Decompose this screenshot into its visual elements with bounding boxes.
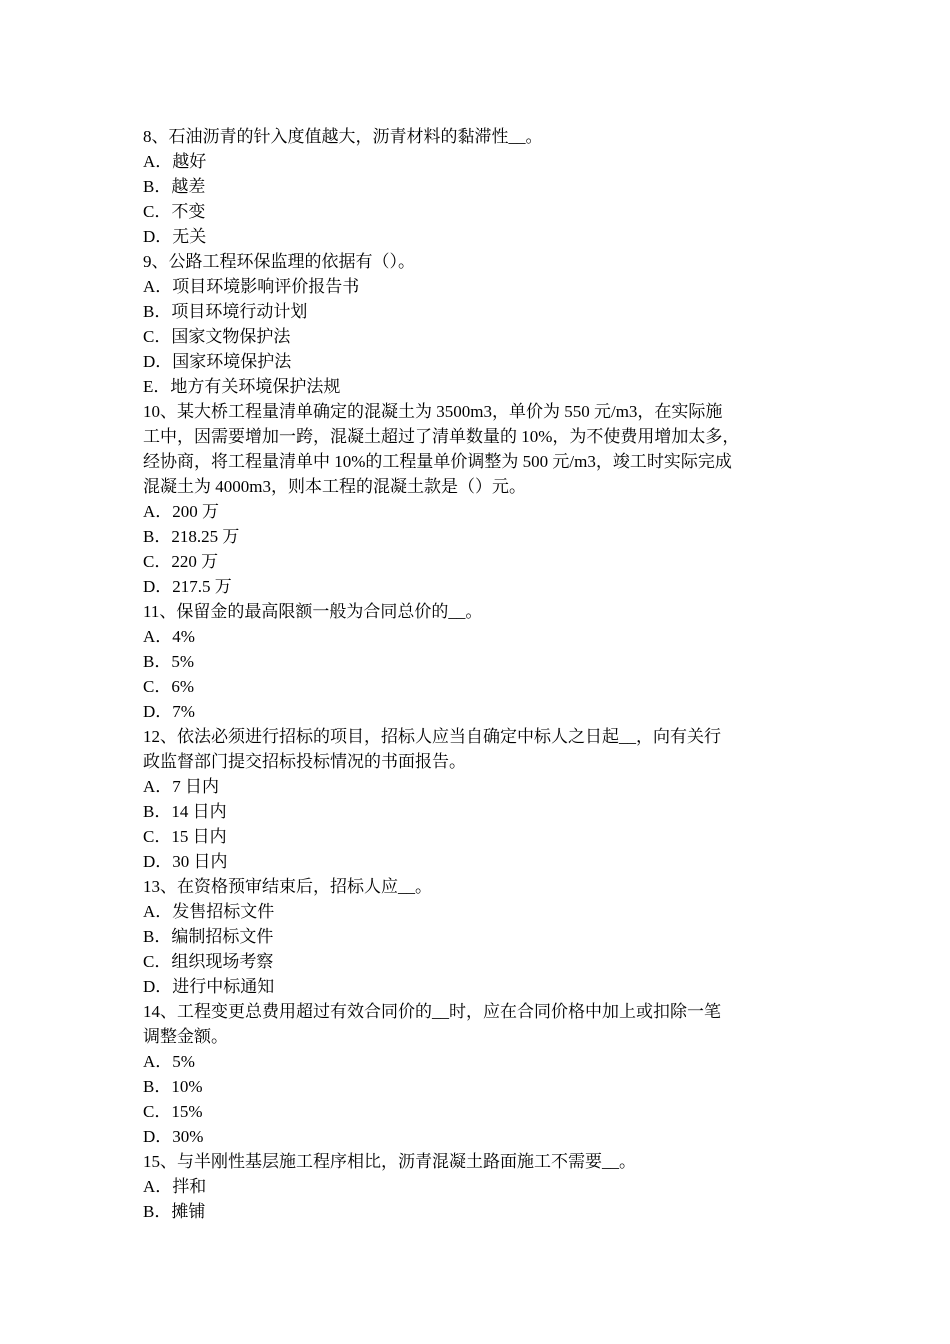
question-10-stem-line-1: 10、某大桥工程量清单确定的混凝土为 3500m3，单价为 550 元/m3，在实际施 [143, 402, 723, 421]
question-14-option-c: C．15% [143, 1102, 203, 1121]
question-12-stem-line-2: 政监督部门提交招标投标情况的书面报告。 [143, 752, 466, 771]
question-8-stem: 8、石油沥青的针入度值越大，沥青材料的黏滞性__。 [143, 127, 543, 146]
question-12-option-c: C．15 日内 [143, 827, 227, 846]
question-14-stem-line-1: 14、工程变更总费用超过有效合同价的__时，应在合同价格中加上或扣除一笔 [143, 1002, 721, 1021]
question-11-stem: 11、保留金的最高限额一般为合同总价的__。 [143, 602, 483, 621]
question-11-option-d: D．7% [143, 702, 195, 721]
question-15-option-b: B．摊铺 [143, 1202, 206, 1221]
question-text-body [143, 124, 823, 1224]
question-14-option-b: B．10% [143, 1077, 203, 1096]
question-12-option-a: A．7 日内 [143, 777, 220, 796]
question-10-stem-line-3: 经协商，将工程量清单中 10%的工程量单价调整为 500 元/m3，竣工时实际完成 [143, 452, 732, 471]
question-13-option-d: D．进行中标通知 [143, 977, 275, 996]
question-10-option-b: B．218.25 万 [143, 527, 240, 546]
question-9-stem: 9、公路工程环保监理的依据有（）。 [143, 252, 415, 271]
question-9-option-b: B．项目环境行动计划 [143, 302, 308, 321]
question-10-stem-line-2: 工中，因需要增加一跨，混凝土超过了清单数量的 10%，为不使费用增加太多， [143, 427, 740, 446]
question-13-option-c: C．组织现场考察 [143, 952, 274, 971]
question-14-option-d: D．30% [143, 1127, 204, 1146]
question-15-option-a: A．拌和 [143, 1177, 207, 1196]
question-8-option-c: C．不变 [143, 202, 206, 221]
question-13-option-a: A．发售招标文件 [143, 902, 275, 921]
question-10-stem-line-4: 混凝土为 4000m3，则本工程的混凝土款是（）元。 [143, 477, 526, 496]
question-13-option-b: B．编制招标文件 [143, 927, 274, 946]
question-10-option-c: C．220 万 [143, 552, 219, 571]
question-8-option-b: B．越差 [143, 177, 206, 196]
question-11-option-b: B．5% [143, 652, 194, 671]
question-12-option-b: B．14 日内 [143, 802, 227, 821]
question-8-option-d: D．无关 [143, 227, 207, 246]
question-14-stem-line-2: 调整金额。 [143, 1027, 228, 1046]
question-14-option-a: A．5% [143, 1052, 195, 1071]
question-12-stem-line-1: 12、依法必须进行招标的项目，招标人应当自确定中标人之日起__，向有关行 [143, 727, 721, 746]
question-9-option-d: D．国家环境保护法 [143, 352, 292, 371]
question-9-option-a: A．项目环境影响评价报告书 [143, 277, 360, 296]
question-13-stem: 13、在资格预审结束后，招标人应__。 [143, 877, 432, 896]
question-11-option-c: C．6% [143, 677, 194, 696]
question-15-stem: 15、与半刚性基层施工程序相比，沥青混凝土路面施工不需要__。 [143, 1152, 636, 1171]
question-8-option-a: A．越好 [143, 152, 207, 171]
question-12-option-d: D．30 日内 [143, 852, 228, 871]
question-10-option-d: D．217.5 万 [143, 577, 232, 596]
question-11-option-a: A．4% [143, 627, 195, 646]
question-10-option-a: A．200 万 [143, 502, 220, 521]
question-9-option-c: C．国家文物保护法 [143, 327, 291, 346]
question-9-option-e: E．地方有关环境保护法规 [143, 377, 341, 396]
